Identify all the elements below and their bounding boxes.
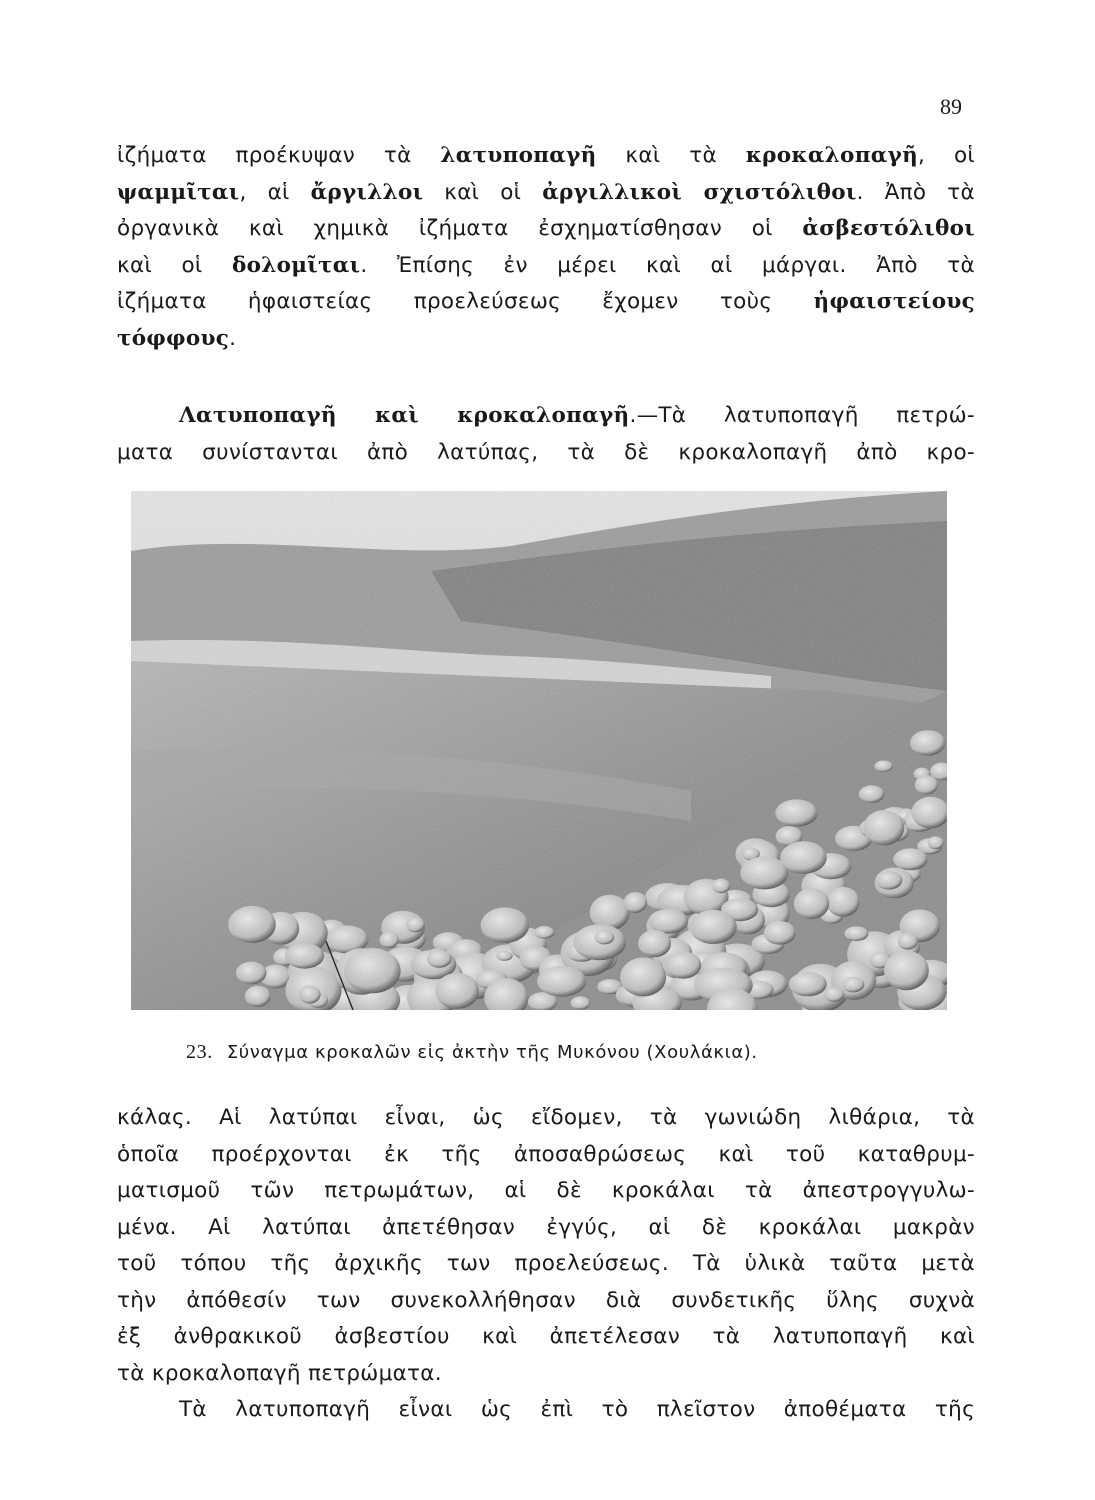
text-line: τοῦ τόπου τῆς ἀρχικῆς των προελεύσεως. Τὰ ὑλικὰ ταῦτα μετὰ [117,1251,975,1276]
text-line: κάλας. Αἱ λατύπαι εἶναι, ὡς εἴδομεν, τὰ γωνιώδη λιθάρια, τὰ [117,1105,975,1130]
text-line: ἰζήματα προέκυψαν τὰ λατυποπαγῆ καὶ τὰ κροκαλοπαγῆ, οἱ [117,143,975,168]
paragraph-breccia-conglomerate [117,398,975,471]
paragraph-pebbles [117,1100,975,1429]
figure-number: 23. [186,1041,213,1063]
paragraph-sediments [117,138,975,357]
text-line: ἰζήματα ἡφαιστείας προελεύσεως ἔχομεν τοὺς ἡφαιστείους [117,289,975,314]
text-line: ματισμοῦ τῶν πετρωμάτων, αἱ δὲ κροκάλαι τὰ ἀπεστρογγυλω- [117,1178,975,1203]
section-heading: Λατυποπαγῆ καὶ κροκαλοπαγῆ [179,403,630,428]
figure-photo-pebble-beach [131,491,947,1010]
figure-caption-text: Σύναγμα κροκαλῶν εἰς ἀκτὴν τῆς Μυκόνου (Χουλάκια). [226,1042,758,1063]
text-line: ματα συνίστανται ἀπὸ λατύπας, τὰ δὲ κροκαλοπαγῆ ἀπὸ κρο- [117,439,975,465]
text-line: Τὰ λατυποπαγῆ εἶναι ὡς ἐπὶ τὸ πλεῖστον ἀποθέματα τῆς [179,1397,975,1422]
text-line: μένα. Αἱ λατύπαι ἀπετέθησαν ἐγγύς, αἱ δὲ κροκάλαι μακρὰν [117,1214,975,1240]
text-line: τὰ κροκαλοπαγῆ πετρώματα. [117,1360,442,1386]
section-heading-line: Λατυποπαγῆ καὶ κροκαλοπαγῆ.—Τὰ λατυποπαγῆ πετρώ- [179,403,975,428]
text-line: ὁποῖα προέρχονται ἐκ τῆς ἀποσαθρώσεως καὶ τοῦ καταθρυμ- [117,1141,975,1167]
text-line: τόφφους. [117,325,237,351]
text-line: καὶ οἱ δολομῖται. Ἐπίσης ἐν μέρει καὶ αἱ μάργαι. Ἀπὸ τὰ [117,252,975,278]
text-line: ψαμμῖται, αἱ ἄργιλλοι καὶ οἱ ἀργιλλικοὶ σχιστόλιθοι. Ἀπὸ τὰ [117,179,976,205]
text-line: τὴν ἀπόθεσίν των συνεκολλήθησαν διὰ συνδετικῆς ὕλης συχνὰ [117,1287,975,1313]
page-number: 89 [940,94,962,119]
text-line: ἐξ ἀνθρακικοῦ ἀσβεστίου καὶ ἀπετέλεσαν τὰ λατυποπαγῆ καὶ [117,1324,975,1349]
figure-caption [186,1041,758,1064]
text-line: ὀργανικὰ καὶ χημικὰ ἰζήματα ἐσχηματίσθησαν οἱ ἀσβεστόλιθοι [117,216,975,241]
